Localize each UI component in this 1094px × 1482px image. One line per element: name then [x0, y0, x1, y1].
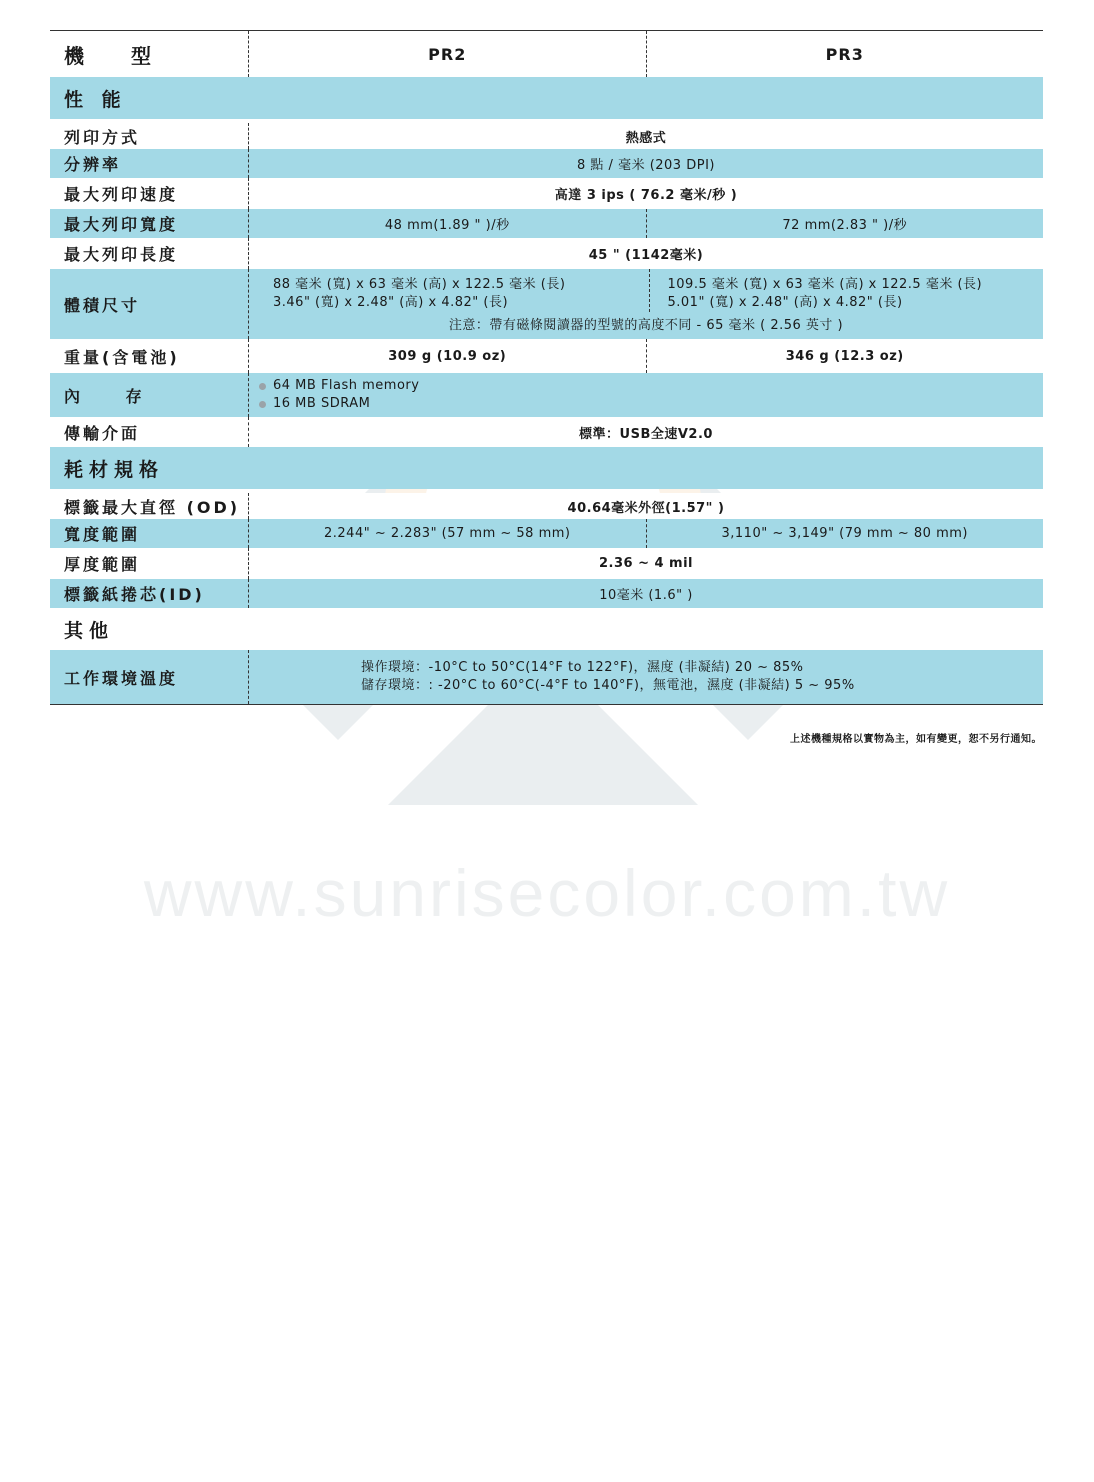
spec-table [50, 30, 1043, 705]
value-pr2: 309 g (10.9 oz) [388, 348, 507, 364]
row-label: 工作環境溫度 [50, 650, 249, 704]
row-label: 寬度範圍 [50, 519, 249, 548]
dimensions-pr3-in: 5.01" (寬) x 2.48" (高) x 4.82" (長) [667, 295, 903, 310]
row-interface [50, 417, 1043, 447]
dimensions-pr2-in: 3.46" (寬) x 2.48" (高) x 4.82" (長) [273, 295, 509, 310]
row-resolution [50, 149, 1043, 178]
row-value: 標準：USB全速V2.0 [579, 426, 713, 442]
footnote: 上述機種規格以實物為主，如有變更，恕不另行通知。 [790, 734, 1042, 745]
row-max-width [50, 209, 1043, 238]
row-label: 內 存 [50, 373, 249, 417]
row-od [50, 493, 1043, 519]
row-value: 10毫米 (1.6" ) [599, 588, 693, 603]
dimensions-block [249, 269, 1043, 339]
bullet-icon [259, 401, 266, 408]
section-title: 耗材規格 [64, 458, 165, 481]
row-label: 傳輸介面 [50, 417, 249, 447]
environment-storage: 儲存環境：: -20°C to 60°C(-4°F to 140°F)，無電池，濕度 (非凝結) 5 ~ 95% [361, 678, 855, 693]
row-max-length [50, 238, 1043, 269]
section-title: 其他 [64, 619, 115, 642]
dimensions-pr2-mm: 88 毫米 (寬) x 63 毫米 (高) x 122.5 毫米 (長) [273, 277, 566, 292]
value-pr3: 72 mm(2.83 " )/秒 [646, 209, 1044, 238]
row-memory [50, 373, 1043, 417]
row-value: 2.36 ~ 4 mil [598, 556, 694, 571]
value-pr3: 346 g (12.3 oz) [646, 339, 1044, 373]
row-label: 標籤紙捲芯(ID) [50, 579, 249, 608]
row-value: 40.64毫米外徑(1.57" ) [567, 500, 725, 516]
memory-list [249, 373, 1043, 417]
model-pr3: PR3 [646, 31, 1044, 77]
value-pr2: 2.244" ~ 2.283" (57 mm ~ 58 mm) [324, 526, 571, 541]
bullet-icon [259, 383, 266, 390]
row-value: 45 " (1142毫米) [588, 248, 704, 263]
section-consumables [50, 447, 1043, 489]
section-title: 性 能 [64, 88, 127, 111]
dimensions-pr3-mm: 109.5 毫米 (寬) x 63 毫米 (高) x 122.5 毫米 (長) [667, 277, 983, 292]
list-item: 16 MB SDRAM [259, 395, 1043, 413]
watermark-url: www.sunrisecolor.com.tw [143, 856, 951, 930]
model-pr2: PR2 [428, 44, 467, 64]
model-label: 機 型 [50, 31, 249, 77]
value-pr2: 48 mm(1.89 " )/秒 [384, 218, 510, 233]
dimensions-note: 注意：帶有磁條閱讀器的型號的高度不同 - 65 毫米 ( 2.56 英寸 ) [448, 318, 844, 333]
environment-operating: 操作環境：-10°C to 50°C(14°F to 122°F)，濕度 (非凝結) 20 ~ 85% [361, 660, 804, 675]
dimensions-pr3 [649, 269, 1044, 312]
row-label: 體積尺寸 [50, 269, 249, 339]
row-thickness [50, 548, 1043, 579]
dimensions-pr2 [249, 269, 649, 312]
row-value: 熱感式 [625, 130, 667, 146]
row-label: 列印方式 [50, 123, 249, 149]
row-label: 厚度範圍 [50, 548, 249, 579]
row-print-method [50, 123, 1043, 149]
value-pr3: 3,110" ~ 3,149" (79 mm ~ 80 mm) [646, 519, 1044, 548]
row-core [50, 579, 1043, 608]
row-label: 標籤最大直徑 (OD) [50, 493, 249, 519]
row-weight [50, 339, 1043, 373]
row-label: 最大列印長度 [50, 238, 249, 269]
row-label: 最大列印寬度 [50, 209, 249, 238]
row-value: 8 點 / 毫米 (203 DPI) [577, 158, 715, 173]
row-label: 重量(含電池) [50, 339, 249, 373]
row-label: 分辨率 [50, 149, 249, 178]
row-width-range [50, 519, 1043, 548]
environment-values [249, 650, 1043, 704]
header-row [50, 30, 1043, 77]
section-performance [50, 77, 1043, 119]
row-label: 最大列印速度 [50, 178, 249, 209]
row-environment [50, 650, 1043, 705]
row-max-speed [50, 178, 1043, 209]
section-other [50, 608, 1043, 650]
row-value: 高達 3 ips ( 76.2 毫米/秒 ) [554, 188, 738, 203]
list-item: 64 MB Flash memory [259, 377, 1043, 395]
row-dimensions [50, 269, 1043, 339]
